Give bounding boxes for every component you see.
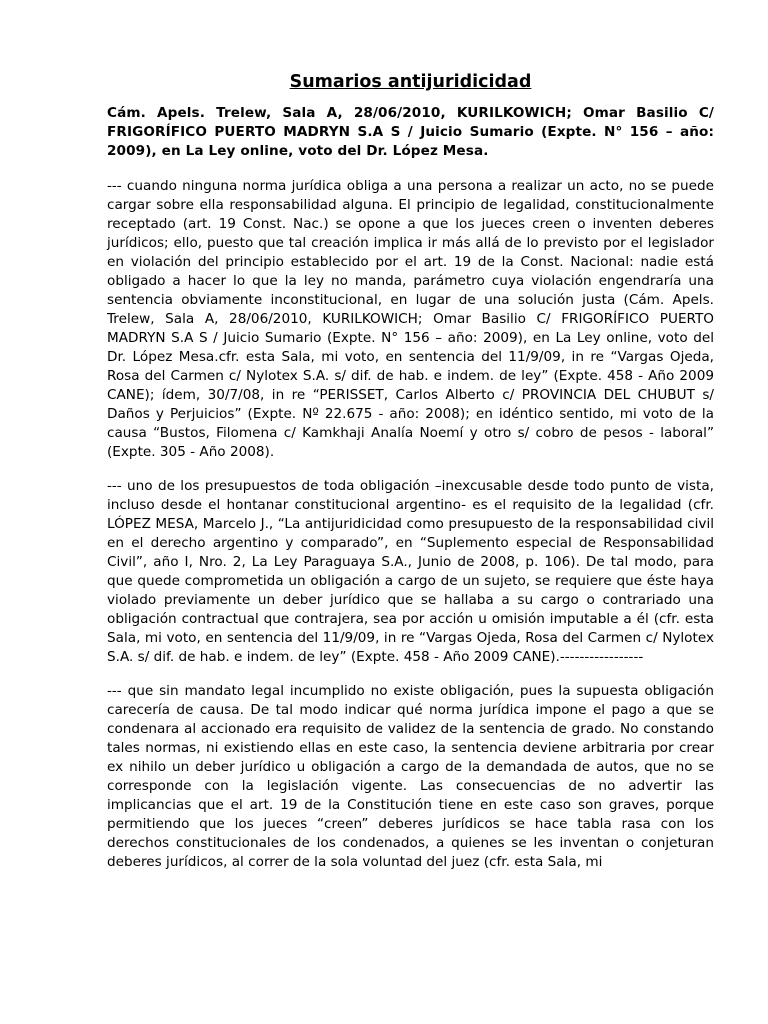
paragraph-1: --- cuando ninguna norma jurídica obliga a una persona a realizar un acto, no se puede cargar sobre ella responsabilidad alguna. El principio de legalidad, constitucionalmente receptado (art. 19 Const. Nac.) se opone a que los jueces creen o inventen deberes jurídicos; ello, puesto que tal creación implica ir más allá de lo previsto por el legislador en violación del principio establecido por el art. 19 de la Const. Nacional: nadie está obligado a hacer lo que la ley no manda, parámetro cuya violación engendraría una sentencia obviamente inconstitucional, en lugar de una solución justa (Cám. Apels. Trelew, Sala A, 28/06/2010, KURILKOWICH; Omar Basilio C/ FRIGORÍFICO PUERTO MADRYN S.A S / Juicio Sumario (Expte. N° 156 – año: 2009), en La Ley online, voto del Dr. López Mesa.cfr. esta Sala, mi voto, en sentencia del 11/9/09, in re “Vargas Ojeda, Rosa del Carmen c/ Nylotex S.A. s/ dif. de hab. e indem. de ley” (Expte. 458 - Año 2009 CANE); ídem, 30/7/08, in re “PERISSET, Carlos Alberto c/ PROVINCIA DEL CHUBUT s/ Daños y Perjuicios” (Expte. Nº 22.675 - año: 2008); en idéntico sentido, mi voto de la causa “Bustos, Filomena c/ Kamkhaji Analía Noemí y otro s/ cobro de pesos - laboral” (Expte. 305 - Año 2008). (107, 178, 714, 460)
paragraph-2: --- uno de los presupuestos de toda obligación –inexcusable desde todo punto de vista, incluso desde el hontanar constitucional argentino- es el requisito de la legalidad (cfr. LÓPEZ MESA, Marcelo J., “La antijuridicidad como presupuesto de la responsabilidad civil en el derecho argentino y comparado”, en “Suplemento especial de Responsabilidad Civil”, año I, Nro. 2, La Ley Paraguaya S.A., Junio de 2008, p. 106). De tal modo, para que quede comprometida un obligación a cargo de un sujeto, se requiere que éste haya violado previamente un deber jurídico que se hallaba a su cargo o contrariado una obligación contractual que contrajera, sea por acción u omisión imputable a él (cfr. esta Sala, mi voto, en sentencia del 11/9/09, in re “Vargas Ojeda, Rosa del Carmen c/ Nylotex S.A. s/ dif. de hab. e indem. de ley” (Expte. 458 - Año 2009 CANE).----------------- (107, 478, 714, 665)
case-citation: Cám. Apels. Trelew, Sala A, 28/06/2010, KURILKOWICH; Omar Basilio C/ FRIGORÍFICO PUERTO MADRYN S.A S / Juicio Sumario (Expte. N° 156 – año: 2009), en La Ley online, voto del Dr. López Mesa. (107, 105, 714, 159)
paragraph-3: --- que sin mandato legal incumplido no existe obligación, pues la supuesta obligación carecería de causa. De tal modo indicar qué norma jurídica impone el pago a que se condenara al accionado era requisito de validez de la sentencia de grado. No constando tales normas, ni existiendo ellas en este caso, la sentencia deviene arbitraria por crear ex nihilo un deber jurídico u obligación a cargo de la demandada de autos, que no se corresponde con la legislación vigente. Las consecuencias de no advertir las implicancias que el art. 19 de la Constitución tiene en este caso son graves, porque permitiendo que los jueces “creen” deberes jurídicos se hace tabla rasa con los derechos constitucionales de los condenados, a quienes se les inventan o conjeturan deberes jurídicos, al correr de la sola voluntad del juez (cfr. esta Sala, mi (107, 683, 714, 870)
document-title: Sumarios antijuridicidad (289, 72, 532, 92)
document-page (107, 68, 714, 887)
